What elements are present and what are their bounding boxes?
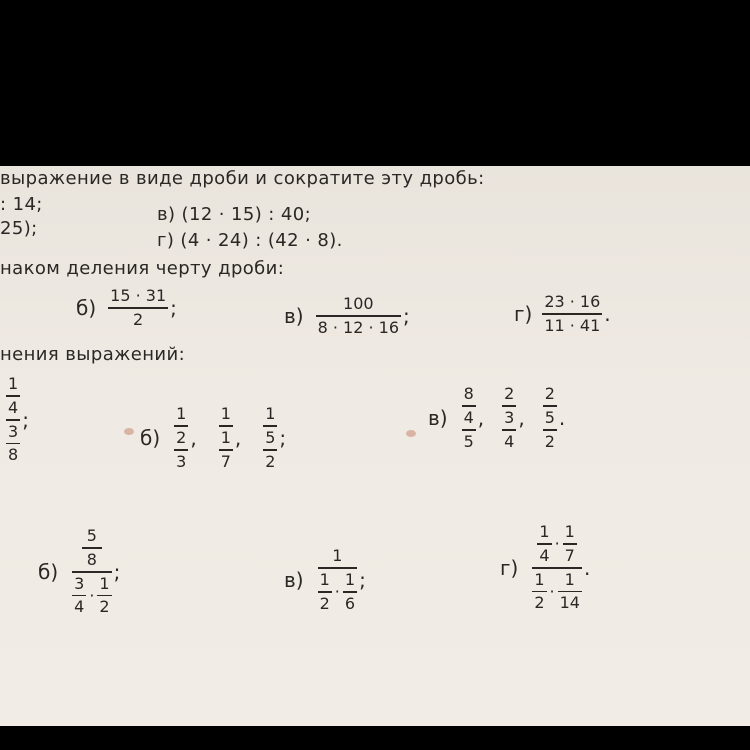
compound-fraction	[263, 404, 277, 472]
fraction-bar	[6, 395, 20, 397]
fraction	[343, 570, 357, 614]
numerator: 23 · 16	[544, 292, 601, 311]
numerator: 3	[504, 408, 515, 427]
label-g: г)	[514, 301, 533, 326]
fraction	[543, 408, 557, 452]
main-fraction-bar	[263, 425, 277, 427]
numerator: 2	[544, 384, 555, 403]
comma: ,	[234, 425, 242, 450]
fraction	[6, 374, 20, 418]
compound-fraction	[6, 374, 20, 465]
expr-1v	[284, 294, 410, 338]
denominator: 7	[220, 451, 231, 471]
fraction	[174, 428, 188, 472]
label-v: в)	[284, 303, 304, 328]
expr-3v	[284, 546, 366, 614]
numerator: 1	[176, 404, 187, 423]
main-fraction-bar	[174, 425, 188, 427]
denominator: 2	[534, 593, 545, 613]
numerator: 1	[220, 404, 231, 423]
label-b: б)	[140, 425, 161, 450]
denominator: 2	[265, 451, 276, 471]
numerator-product	[537, 522, 576, 566]
fraction-bar	[316, 315, 401, 317]
denominator-product	[318, 570, 357, 614]
label-b: б)	[76, 295, 97, 320]
numerator: 5	[265, 428, 276, 447]
label-g: г)	[500, 555, 519, 580]
denominator: 6	[344, 593, 356, 613]
compound-fraction	[532, 522, 582, 613]
denominator: 2	[319, 593, 330, 613]
fraction-bar	[343, 591, 357, 593]
fraction-bar	[318, 591, 332, 593]
punctuation: ;	[113, 559, 121, 584]
denominator: 4	[463, 407, 474, 427]
label-b: б)	[38, 559, 59, 584]
main-fraction-bar	[6, 419, 20, 421]
denominator-product	[532, 570, 582, 614]
numerator: 1	[534, 569, 545, 589]
fraction-bar	[532, 591, 546, 593]
expr-3g	[500, 522, 590, 613]
expr-1g	[514, 292, 611, 336]
main-fraction-bar	[502, 405, 516, 407]
denominator: 7	[564, 545, 575, 565]
numerator: 5	[544, 408, 555, 427]
fraction-bar	[82, 547, 102, 549]
fraction-bar	[219, 449, 233, 451]
fraction-bar	[108, 307, 168, 309]
punctuation: ;	[22, 407, 29, 432]
numerator: 5	[86, 526, 97, 545]
multiply-dot: ·	[334, 582, 340, 602]
expr-2v	[428, 384, 565, 452]
denominator: 4	[504, 431, 515, 451]
fraction	[219, 428, 233, 472]
denominator: 4	[539, 545, 550, 565]
numerator: 8	[463, 384, 474, 403]
punctuation: .	[583, 555, 591, 580]
expr-2a	[6, 374, 29, 465]
numerator: 1	[539, 522, 550, 541]
denominator: 2	[99, 597, 110, 617]
comma: ,	[518, 405, 525, 430]
fraction	[542, 292, 602, 336]
denominator: 14	[559, 593, 580, 613]
compound-fraction	[72, 526, 111, 617]
fraction	[316, 294, 401, 338]
denominator: 4	[74, 597, 85, 617]
fraction	[318, 570, 332, 614]
fraction	[263, 428, 277, 472]
main-fraction-bar	[72, 571, 111, 573]
denominator: 2	[544, 431, 555, 451]
denominator: 4	[8, 397, 19, 417]
numerator: 1	[564, 569, 575, 589]
comma: ,	[477, 405, 485, 430]
expr-2b	[140, 404, 286, 472]
fraction	[72, 574, 86, 618]
fraction-bar	[6, 443, 20, 445]
multiply-dot: ·	[89, 585, 95, 605]
multiply-dot: ·	[549, 581, 555, 601]
main-fraction-bar	[462, 429, 476, 431]
fraction-bar	[462, 405, 476, 407]
fraction-bar	[558, 591, 582, 593]
task-line-3-left: 25);	[0, 218, 38, 239]
punctuation: .	[558, 405, 566, 430]
numerator: 1	[8, 374, 19, 393]
fraction	[82, 526, 102, 570]
main-fraction-bar	[543, 405, 557, 407]
task-line-2-right: в) (12 · 15) : 40;	[157, 204, 312, 225]
fraction	[97, 574, 111, 618]
task-line-3-right: г) (4 · 24) : (42 · 8).	[157, 230, 343, 251]
multiply-dot: ·	[554, 534, 560, 554]
compound-fraction	[502, 384, 516, 452]
fraction-bar	[563, 543, 577, 545]
denominator: 8 · 12 · 16	[317, 317, 400, 337]
compound-fraction	[318, 546, 357, 614]
denominator: 11 · 41	[544, 315, 601, 335]
task-line-6: нения выражений:	[0, 344, 186, 365]
numerator: 3	[8, 421, 19, 441]
task-line-1: выражение в виде дроби и сократите эту дробь:	[0, 168, 485, 189]
expr-1b	[76, 286, 177, 330]
numerator: 2	[504, 384, 515, 403]
punctuation: ;	[403, 303, 410, 328]
pencil-mark	[406, 430, 416, 437]
fraction-bar	[502, 429, 516, 431]
punctuation: ;	[359, 567, 366, 592]
fraction	[558, 570, 582, 614]
expr-3b	[38, 526, 120, 617]
pencil-mark	[124, 428, 134, 435]
denominator: 8	[86, 549, 97, 569]
compound-fraction	[543, 384, 557, 452]
fraction	[462, 384, 476, 428]
denominator: 2	[133, 309, 144, 329]
punctuation: ;	[170, 295, 177, 320]
task-line-2-left: : 14;	[0, 194, 43, 215]
numerator: 1	[265, 404, 276, 423]
fraction	[6, 422, 20, 466]
task-line-4: наком деления черту дроби:	[0, 258, 285, 279]
punctuation: .	[604, 301, 611, 326]
denominator: 8	[8, 445, 19, 465]
fraction-bar	[537, 543, 551, 545]
numerator: 1	[319, 570, 330, 589]
fraction	[108, 286, 168, 330]
fraction-bar	[174, 449, 188, 451]
fraction	[532, 570, 546, 614]
label-v: в)	[428, 405, 448, 430]
fraction-bar	[72, 595, 86, 597]
numerator: 1	[564, 522, 575, 541]
fraction	[563, 522, 577, 566]
compound-fraction	[219, 404, 233, 472]
main-fraction-bar	[318, 567, 357, 569]
fraction-bar	[543, 429, 557, 431]
numerator: 1	[332, 546, 343, 565]
fraction-bar	[263, 449, 277, 451]
denominator: 3	[176, 451, 187, 471]
numerator: 2	[176, 428, 187, 447]
numerator: 3	[74, 573, 85, 593]
label-v: в)	[284, 567, 304, 592]
comma: ,	[190, 425, 197, 450]
numerator: 15 · 31	[110, 286, 167, 305]
compound-fraction	[174, 404, 188, 472]
numerator: 100	[343, 294, 374, 313]
compound-fraction	[462, 384, 476, 452]
fraction	[537, 522, 551, 566]
denominator: 5	[463, 431, 474, 451]
numerator: 1	[344, 570, 356, 589]
numerator: 1	[220, 428, 231, 447]
denominator-product	[72, 574, 111, 618]
fraction-bar	[542, 313, 602, 315]
main-fraction-bar	[219, 425, 233, 427]
main-fraction-bar	[532, 567, 582, 569]
textbook-page	[0, 166, 750, 726]
punctuation: ;	[279, 425, 287, 450]
numerator: 1	[99, 573, 110, 593]
fraction-bar	[97, 595, 111, 597]
fraction	[502, 408, 516, 452]
